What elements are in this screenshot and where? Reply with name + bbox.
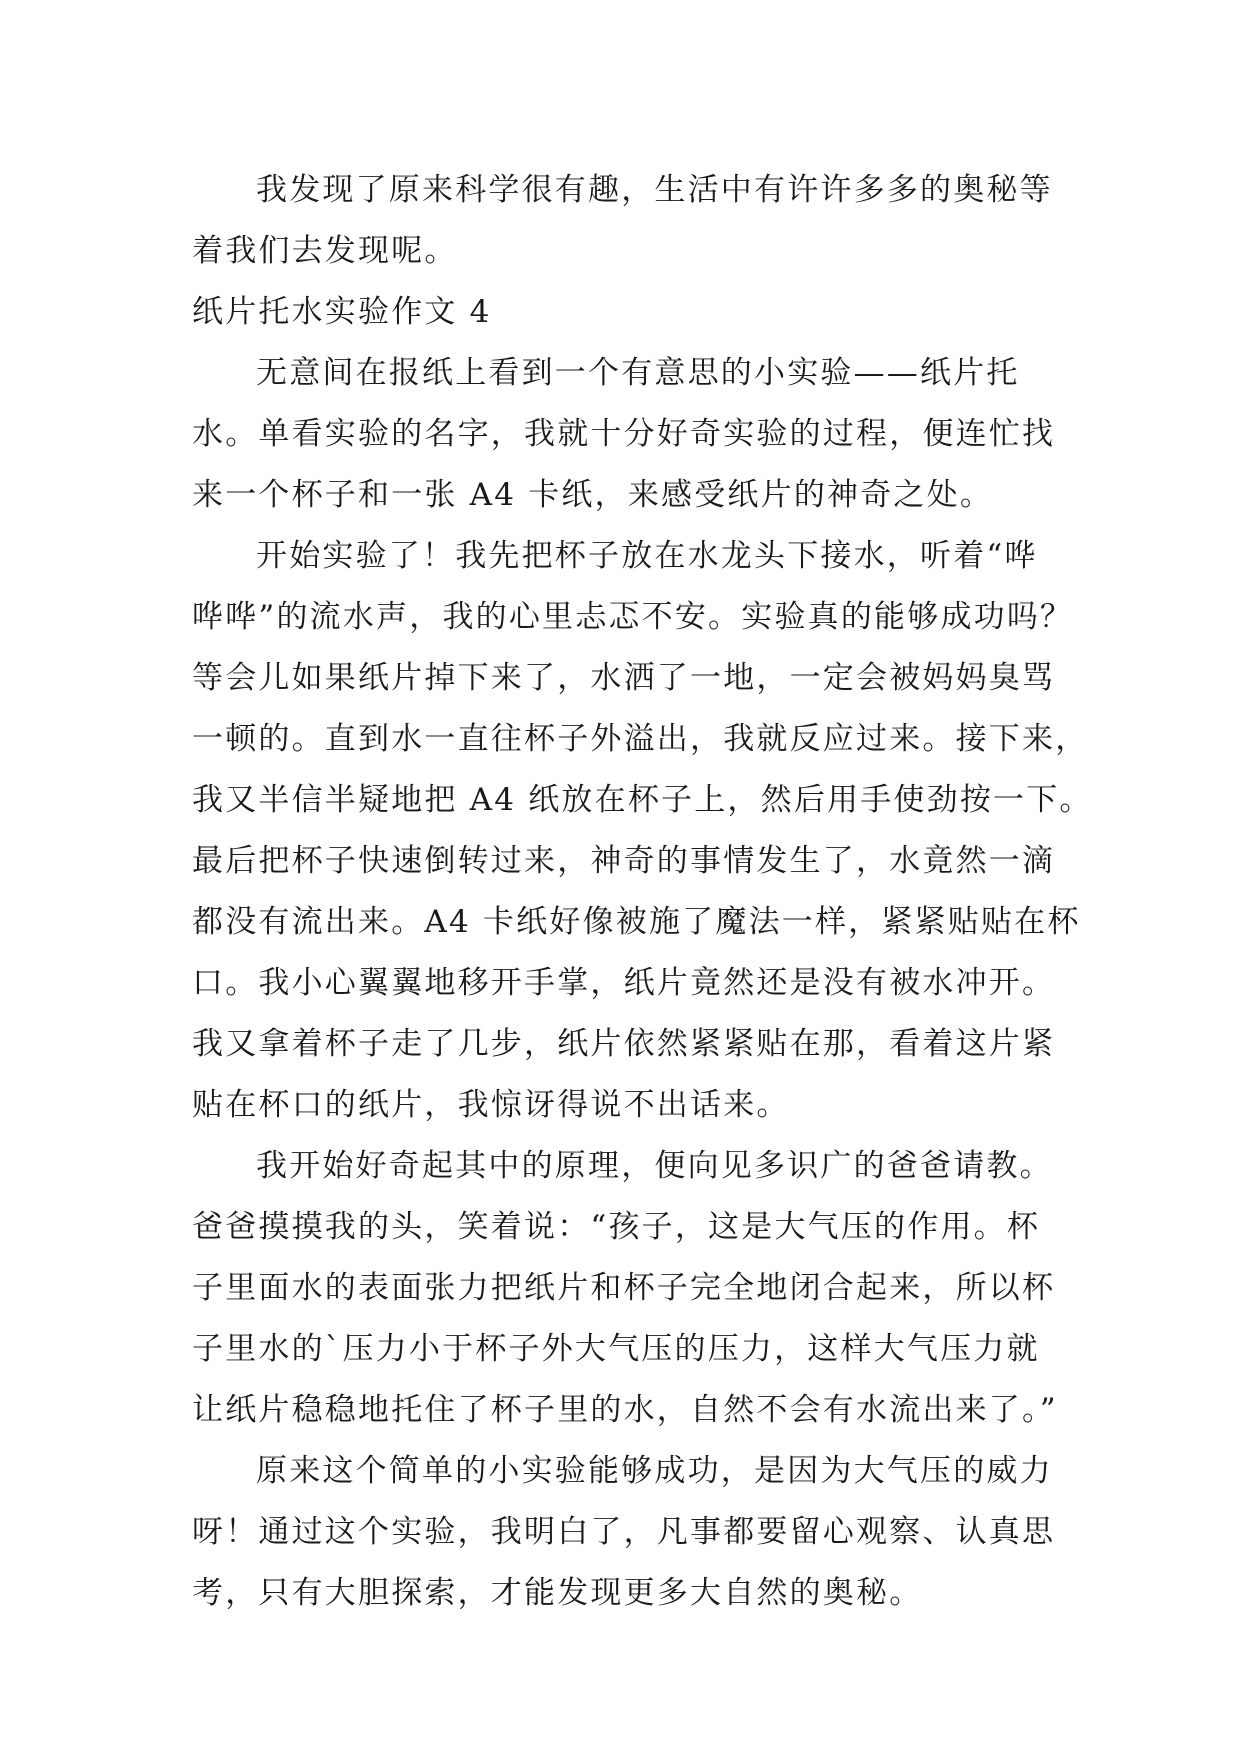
paragraph-line: 等会儿如果纸片掉下来了，水洒了一地，一定会被妈妈臭骂 [192,660,1056,696]
paragraph-line: 我又半信半疑地把 A4 纸放在杯子上，然后用手使劲按一下。 [192,782,1093,818]
paragraph-line: 口。我小心翼翼地移开手掌，纸片竟然还是没有被水冲开。 [192,965,1056,1001]
paragraph-line: 一顿的。直到水一直往杯子外溢出，我就反应过来。接下来， [192,721,1089,757]
paragraph-line: 来一个杯子和一张 A4 卡纸，来感受纸片的神奇之处。 [192,477,994,513]
paragraph-line: 哗哗”的流水声，我的心里忐忑不安。实验真的能够成功吗？ [192,599,1074,635]
paragraph-line: 我开始好奇起其中的原理，便向见多识广的爸爸请教。 [256,1148,1053,1184]
paragraph-line: 呀！通过这个实验，我明白了，凡事都要留心观察、认真思 [192,1514,1056,1550]
section-heading: 纸片托水实验作文 4 [192,294,492,330]
paragraph-line: 着我们去发现呢。 [192,233,458,269]
paragraph-line: 考，只有大胆探索，才能发现更多大自然的奥秘。 [192,1575,923,1611]
paragraph-line: 都没有流出来。A4 卡纸好像被施了魔法一样，紧紧贴贴在杯 [192,904,1081,940]
paragraph-line: 子里水的`压力小于杯子外大气压的压力，这样大气压力就 [192,1331,1040,1367]
paragraph-line: 我发现了原来科学很有趣，生活中有许许多多的奥秘等 [256,172,1053,208]
paragraph-line: 我又拿着杯子走了几步，纸片依然紧紧贴在那，看着这片紧 [192,1026,1056,1062]
paragraph-line: 最后把杯子快速倒转过来，神奇的事情发生了，水竟然一滴 [192,843,1056,879]
document-page [192,160,1093,1624]
paragraph-line: 无意间在报纸上看到一个有意思的小实验——纸片托 [256,355,1020,391]
paragraph-line: 让纸片稳稳地托住了杯子里的水，自然不会有水流出来了。” [192,1392,1058,1428]
paragraph-line: 子里面水的表面张力把纸片和杯子完全地闭合起来，所以杯 [192,1270,1056,1306]
paragraph-line: 爸爸摸摸我的头，笑着说：“孩子，这是大气压的作用。杯 [192,1209,1041,1245]
paragraph-line: 开始实验了！我先把杯子放在水龙头下接水，听着“哗 [256,538,1038,574]
paragraph-line: 原来这个简单的小实验能够成功，是因为大气压的威力 [256,1453,1053,1489]
paragraph-line: 水。单看实验的名字，我就十分好奇实验的过程，便连忙找 [192,416,1056,452]
paragraph-line: 贴在杯口的纸片，我惊讶得说不出话来。 [192,1087,790,1123]
